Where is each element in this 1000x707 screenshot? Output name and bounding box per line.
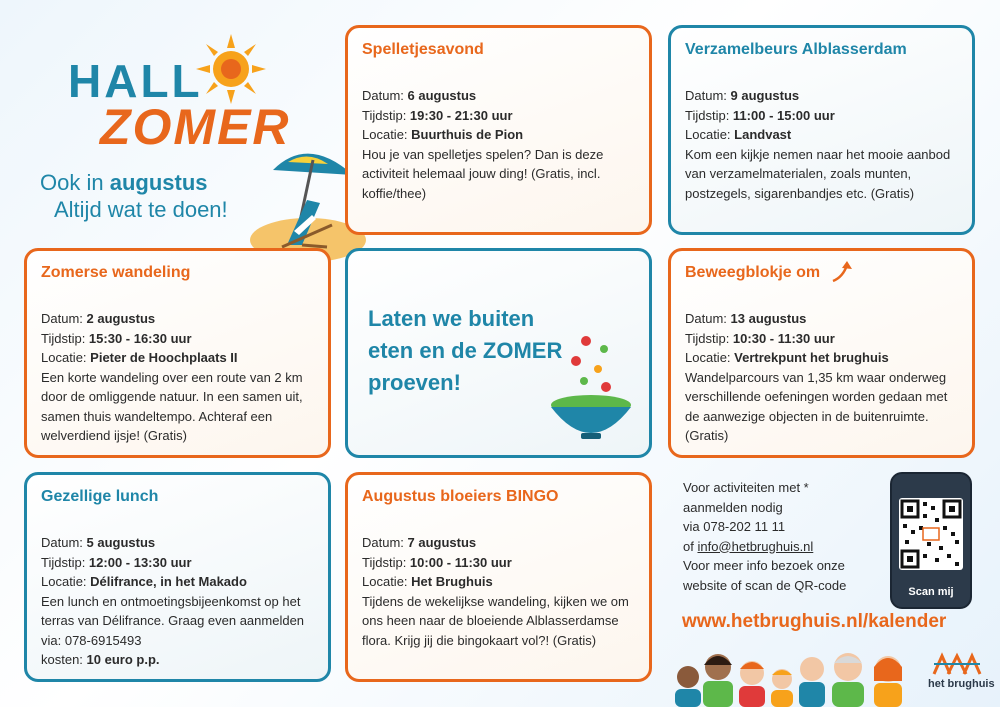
- date-row: Datum: 9 augustus: [685, 88, 800, 103]
- sun-icon: [196, 34, 266, 104]
- card-title: Verzamelbeurs Alblasserdam: [685, 41, 907, 58]
- info-line: website of scan de QR-code: [683, 577, 847, 593]
- info-line: Voor activiteiten met *: [683, 480, 809, 495]
- people-illustration: [670, 645, 915, 707]
- scan-label: Scan mij: [908, 586, 954, 598]
- date-row: Datum: 13 augustus: [685, 311, 807, 326]
- contact-info: [683, 478, 883, 595]
- date-row: Datum: 6 augustus: [362, 88, 477, 103]
- card-bingo: [345, 472, 652, 682]
- subtitle-line-2: Altijd wat te doen!: [54, 197, 228, 222]
- card-description: Een korte wandeling over een route van 2 km door de omliggende natuur. In een samen uit, samen thuis wandeltempo. Achteraf een welverdiend ijsje! (Gratis): [41, 369, 303, 443]
- card-spelletjesavond: [345, 25, 652, 235]
- location-row: Locatie: Landvast: [685, 127, 792, 142]
- card-title: Gezellige lunch: [41, 488, 159, 505]
- card-verzamelbeurs: [668, 25, 975, 235]
- info-phone: via 078-202 11 11: [683, 519, 786, 534]
- arrow-icon: [829, 259, 855, 285]
- card-title: Zomerse wandeling: [41, 264, 191, 281]
- card-description: Kom een kijkje nemen naar het mooie aanbod van verzamelmaterialen, zoals munten, postzegels, sigarenbandjes etc. (Gratis): [685, 146, 951, 201]
- date-row: Datum: 2 augustus: [41, 311, 156, 326]
- time-row: Tijdstip: 19:30 - 21:30 uur: [362, 107, 513, 123]
- zomer-text: ZOMER: [100, 99, 291, 155]
- location-row: Locatie: Het Brughuis: [362, 574, 493, 589]
- info-line: Voor meer info bezoek onze: [683, 558, 845, 573]
- deckchair-icon: [272, 195, 342, 250]
- card-beweegblokje: [668, 248, 975, 458]
- card-description: Hou je van spelletjes spelen? Dan is deze activiteit helemaal jouw ding! (Gratis, incl. koffie/thee): [362, 146, 604, 201]
- location-row: Locatie: Buurthuis de Pion: [362, 127, 524, 142]
- email-link[interactable]: info@hetbrughuis.nl: [697, 538, 814, 554]
- card-title: Augustus bloeiers BINGO: [362, 488, 559, 505]
- date-row: Datum: 5 augustus: [41, 535, 156, 550]
- time-row: Tijdstip: 10:00 - 11:30 uur: [362, 554, 512, 570]
- time-row: Tijdstip: 15:30 - 16:30 uur: [41, 330, 192, 346]
- time-row: Tijdstip: 11:00 - 15:00 uur: [685, 107, 835, 123]
- qr-code-icon[interactable]: [899, 498, 963, 570]
- date-row: Datum: 7 augustus: [362, 535, 477, 550]
- brughuis-logo: [932, 648, 982, 676]
- location-row: Locatie: Pieter de Hoochplaats II: [41, 350, 238, 365]
- subtitle-line-1: Ook in augustus: [40, 170, 208, 195]
- time-row: Tijdstip: 12:00 - 13:30 uur: [41, 554, 192, 570]
- location-row: Locatie: Délifrance, in het Makado: [41, 574, 247, 589]
- salad-bowl-icon: [546, 329, 636, 447]
- card-promo: [345, 248, 652, 458]
- time-row: Tijdstip: 10:30 - 11:30 uur: [685, 330, 835, 346]
- hallo-text: HALL: [68, 55, 203, 107]
- card-gezellige-lunch: [24, 472, 331, 682]
- logo-text: het brughuis: [928, 678, 995, 690]
- card-title: Beweegblokje om: [685, 264, 821, 281]
- website-link[interactable]: www.hetbrughuis.nl/kalender: [682, 611, 947, 632]
- cost-row: kosten: 10 euro p.p.: [41, 652, 160, 667]
- info-line: aanmelden nodig: [683, 499, 783, 515]
- promo-text: Laten we buiten eten en de ZOMER proeven!: [368, 306, 563, 395]
- location-row: Locatie: Vertrekpunt het brughuis: [685, 350, 889, 365]
- info-email-line: of info@hetbrughuis.nl: [683, 538, 814, 554]
- card-description: Tijdens de wekelijkse wandeling, kijken we om ons heen naar de bloeiende Alblasserdamse flora. Krijg jij die bingokaart vol?! (Gratis): [362, 593, 629, 648]
- card-description: Een lunch en ontmoetingsbijeenkomst op het terras van Délifrance. Graag even aanmelden via: 078-6915493: [41, 593, 305, 648]
- card-title: Spelletjesavond: [362, 41, 484, 58]
- qr-phone[interactable]: [890, 472, 972, 609]
- card-description: Wandelparcours van 1,35 km waar onderweg verschillende oefeningen worden gedaan met de aanwezige objecten in de buitenruimte. (Gratis): [685, 369, 948, 443]
- card-zomerse-wandeling: [24, 248, 331, 458]
